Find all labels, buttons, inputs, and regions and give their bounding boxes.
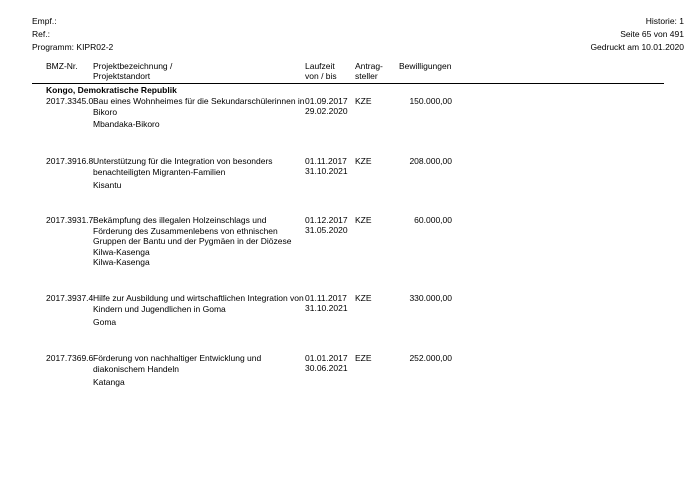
project-title: Hilfe zur Ausbildung und wirtschaftlichen Integration von Kindern und Jugendlichen in Goma — [93, 293, 304, 314]
column-header-project-1: Projektbezeichnung / — [93, 61, 173, 71]
column-header-grants: Bewilligungen — [399, 61, 452, 71]
header-divider — [32, 83, 664, 84]
project-location: Mbandaka-Bikoro — [93, 119, 160, 129]
history-label: Historie: 1 — [645, 16, 684, 26]
start-date: 01.01.2017 — [305, 353, 348, 363]
end-date: 29.02.2020 — [305, 106, 348, 116]
project-number: 2017.7369.6 — [46, 353, 94, 363]
end-date: 31.05.2020 — [305, 225, 348, 235]
grant-amount: 330.000,00 — [409, 293, 452, 303]
project-number: 2017.3937.4 — [46, 293, 94, 303]
print-date: Gedruckt am 10.01.2020 — [590, 42, 684, 52]
start-date: 01.11.2017 — [305, 156, 347, 166]
column-header-nr: BMZ-Nr. — [46, 61, 78, 71]
table-row — [0, 353, 700, 433]
column-header-project-2: Projektstandort — [93, 71, 151, 81]
country-heading: Kongo, Demokratische Republik — [46, 85, 177, 95]
grant-amount: 208.000,00 — [409, 156, 452, 166]
grant-amount: 150.000,00 — [409, 96, 452, 106]
applicant: KZE — [355, 215, 372, 225]
applicant: EZE — [355, 353, 372, 363]
end-date: 31.10.2021 — [305, 166, 348, 176]
applicant: KZE — [355, 156, 372, 166]
start-date: 01.11.2017 — [305, 293, 347, 303]
end-date: 31.10.2021 — [305, 303, 348, 313]
recipient-label: Empf.: — [32, 16, 57, 26]
project-title: Förderung von nachhaltiger Entwicklung und diakonischem Handeln — [93, 353, 262, 374]
end-date: 30.06.2021 — [305, 363, 348, 373]
project-location: Katanga — [93, 377, 125, 387]
column-header-applicant-2: steller — [355, 71, 378, 81]
program-label: Programm: KIPR02-2 — [32, 42, 114, 52]
project-number: 2017.3916.8 — [46, 156, 94, 166]
column-header-duration-2: von / bis — [305, 71, 337, 81]
start-date: 01.09.2017 — [305, 96, 348, 106]
project-title: Bekämpfung des illegalen Holzeinschlags und Förderung des Zusammenlebens von ethnischen Gruppen der Bantu und der Pygmäen in der Diözese Kilwa-Kasenga — [93, 215, 292, 257]
reference-label: Ref.: — [32, 29, 50, 39]
project-title: Bau eines Wohnheimes für die Sekundarschülerinnen in Bikoro — [93, 96, 305, 117]
project-title: Unterstützung für die Integration von besonders benachteiligten Migranten-Familien — [93, 156, 273, 177]
applicant: KZE — [355, 293, 372, 303]
column-header-duration-1: Laufzeit — [305, 61, 335, 71]
page-number: Seite 65 von 491 — [620, 29, 684, 39]
project-number: 2017.3345.0 — [46, 96, 94, 106]
project-number: 2017.3931.7 — [46, 215, 94, 225]
table-row — [0, 215, 700, 295]
grant-amount: 60.000,00 — [414, 215, 452, 225]
project-location: Kisantu — [93, 180, 122, 190]
grant-amount: 252.000,00 — [409, 353, 452, 363]
project-location: Kilwa-Kasenga — [93, 257, 150, 267]
applicant: KZE — [355, 96, 372, 106]
column-header-applicant-1: Antrag- — [355, 61, 383, 71]
project-location: Goma — [93, 317, 117, 327]
start-date: 01.12.2017 — [305, 215, 348, 225]
